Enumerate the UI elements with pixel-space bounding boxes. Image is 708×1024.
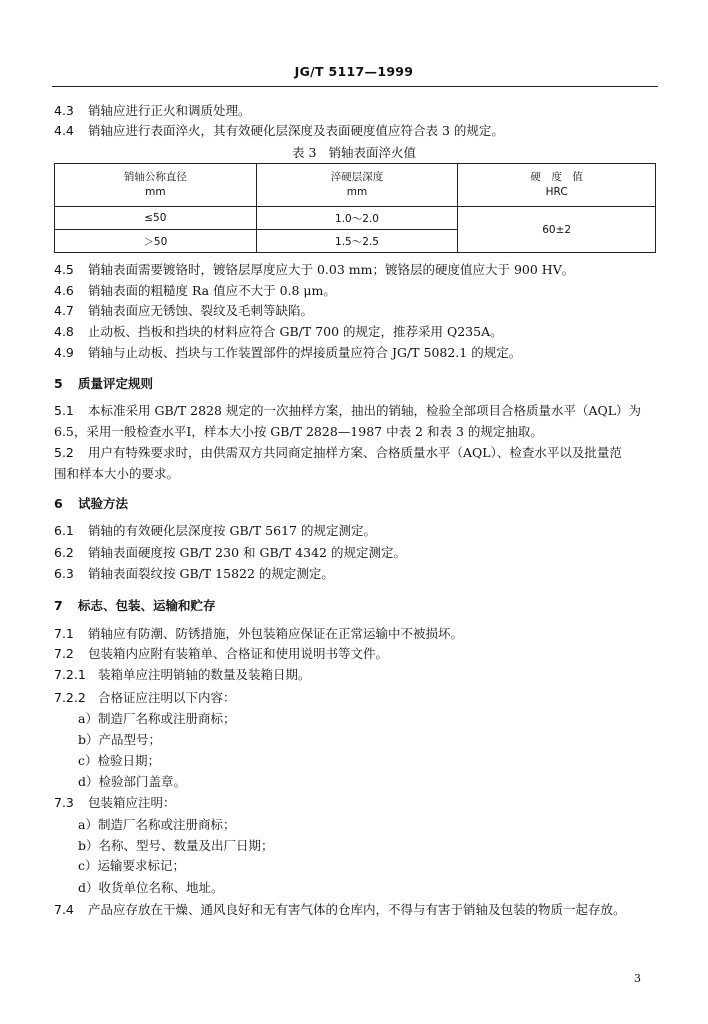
cell-depth: 1.5～2.5 xyxy=(256,230,458,253)
table-3 xyxy=(54,163,656,253)
header-diameter: 销轴公称直径 mm xyxy=(55,164,257,207)
clause-text: b）名称、型号、数量及出厂日期； xyxy=(78,838,274,853)
cell-diameter: ＞50 xyxy=(55,230,257,253)
clause-text: 合格证应注明以下内容： xyxy=(98,690,236,705)
clause-number: 4.9 xyxy=(54,345,74,360)
page-number: 3 xyxy=(634,972,641,985)
clause-line xyxy=(54,445,622,461)
clause-number: 6.1 xyxy=(54,523,74,538)
clause-number: 5 xyxy=(54,376,63,391)
clause-text: c）运输要求标记； xyxy=(78,858,186,873)
clause-number: 7.4 xyxy=(54,902,74,917)
clause-line xyxy=(78,774,186,790)
clause-text: 销轴表面应无锈蚀、裂纹及毛刺等缺陷。 xyxy=(88,303,314,318)
clause-text: 销轴应进行正火和调质处理。 xyxy=(88,103,251,118)
clause-text: b）产品型号； xyxy=(78,732,162,747)
header-rule xyxy=(52,86,658,87)
clause-line xyxy=(54,283,336,299)
clause-text: a）制造厂名称或注册商标； xyxy=(78,711,236,726)
clause-4-3 xyxy=(54,103,251,119)
clause-text: 包装箱应注明： xyxy=(88,795,176,810)
clause-number: 6 xyxy=(54,496,63,511)
clause-text: 销轴应进行表面淬火，其有效硬化层深度及表面硬度值应符合表 3 的规定。 xyxy=(88,123,504,138)
clause-line xyxy=(54,403,641,419)
clause-line xyxy=(78,817,235,833)
cell-hardness: 60±2 xyxy=(458,207,656,253)
clause-line xyxy=(54,690,236,706)
clause-line xyxy=(78,753,160,769)
header-hardness: 硬 度 值 HRC xyxy=(458,164,656,207)
standard-number-header: JG/T 5117—1999 xyxy=(294,64,414,79)
clause-number: 4.6 xyxy=(54,283,74,298)
clause-number: 7 xyxy=(54,598,63,613)
clause-line xyxy=(54,466,179,482)
clause-line xyxy=(78,711,235,727)
clause-text: d）收货单位名称、地址。 xyxy=(78,880,224,895)
section-heading xyxy=(54,376,153,392)
clause-text: 销轴与止动板、挡块与工作装置部件的焊接质量应符合 JG/T 5082.1 的规定。 xyxy=(88,345,522,360)
clause-line xyxy=(54,545,406,561)
clause-line xyxy=(78,880,224,896)
table-row xyxy=(55,207,656,230)
clause-number: 4.7 xyxy=(54,303,74,318)
section-title: 试验方法 xyxy=(78,496,129,511)
clause-text: 止动板、挡板和挡块的材料应符合 GB/T 700 的规定，推荐采用 Q235A。 xyxy=(88,324,503,339)
clause-line xyxy=(54,646,388,662)
clause-line xyxy=(54,324,503,340)
clause-text: 装箱单应注明销轴的数量及装箱日期。 xyxy=(98,667,311,682)
clause-line xyxy=(54,523,376,539)
section-title: 质量评定规则 xyxy=(78,376,154,391)
section-heading xyxy=(54,598,216,614)
clause-number: 7.3 xyxy=(54,795,74,810)
clause-text: a）制造厂名称或注册商标； xyxy=(78,817,236,832)
clause-number: 4.5 xyxy=(54,262,74,277)
clause-line xyxy=(54,424,543,440)
clause-line xyxy=(54,566,334,582)
table-header-row xyxy=(55,164,656,207)
clause-number: 6.3 xyxy=(54,566,74,581)
clause-line xyxy=(54,795,176,811)
clause-text: 用户有特殊要求时，由供需双方共同商定抽样方案、合格质量水平（AQL）、检查水平以及批量范 xyxy=(88,445,622,460)
clause-number: 5.1 xyxy=(54,403,74,418)
clause-line xyxy=(54,262,574,278)
header-depth: 淬硬层深度 mm xyxy=(256,164,458,207)
clause-number: 4.4 xyxy=(54,123,74,138)
clause-line xyxy=(54,626,463,642)
clause-line xyxy=(54,667,311,683)
cell-diameter: ≤50 xyxy=(55,207,257,230)
table-title: 销轴表面淬火值 xyxy=(328,145,416,160)
clause-text: c）检验日期； xyxy=(78,753,161,768)
clause-text: 销轴应有防潮、防锈措施，外包装箱应保证在正常运输中不被损坏。 xyxy=(88,626,464,641)
clause-text: 销轴表面需要镀铬时，镀铬层厚度应大于 0.03 mm；镀铬层的硬度值应大于 900 HV。 xyxy=(88,262,575,277)
clause-text: 销轴的有效硬化层深度按 GB/T 5617 的规定测定。 xyxy=(88,523,376,538)
section-heading xyxy=(54,496,128,512)
clause-number: 4.3 xyxy=(54,103,74,118)
table-3-caption xyxy=(0,143,708,161)
clause-4-4 xyxy=(54,123,504,139)
clause-text: 包装箱内应附有装箱单、合格证和使用说明书等文件。 xyxy=(88,646,389,661)
clause-line xyxy=(78,858,185,874)
clause-line xyxy=(54,303,313,319)
clause-text: d）检验部门盖章。 xyxy=(78,774,187,789)
clause-line xyxy=(78,732,161,748)
clause-line xyxy=(54,902,626,918)
cell-depth: 1.0～2.0 xyxy=(256,207,458,230)
clause-number: 7.2 xyxy=(54,646,74,661)
clause-text: 销轴表面的粗糙度 Ra 值应不大于 0.8 μm。 xyxy=(88,283,336,298)
clause-number: 4.8 xyxy=(54,324,74,339)
clause-text: 6.5，采用一般检查水平Ⅰ，样本大小按 GB/T 2828—1987 中表 2 和表 3 的规定抽取。 xyxy=(54,424,543,439)
clause-text: 销轴表面裂纹按 GB/T 15822 的规定测定。 xyxy=(88,566,334,581)
section-title: 标志、包装、运输和贮存 xyxy=(78,598,216,613)
clause-text: 围和样本大小的要求。 xyxy=(54,466,180,481)
clause-line xyxy=(54,345,521,361)
clause-number: 5.2 xyxy=(54,445,74,460)
table-number: 表 3 xyxy=(292,145,317,160)
clause-line xyxy=(78,838,274,854)
clause-text: 产品应存放在干燥、通风良好和无有害气体的仓库内，不得与有害于销轴及包装的物质一起存放。 xyxy=(88,902,626,917)
clause-number: 7.2.2 xyxy=(54,690,86,705)
clause-number: 6.2 xyxy=(54,545,74,560)
clause-number: 7.2.1 xyxy=(54,667,86,682)
clause-text: 本标准采用 GB/T 2828 规定的一次抽样方案，抽出的销轴，检验全部项目合格质量水平（AQL）为 xyxy=(88,403,642,418)
clause-number: 7.1 xyxy=(54,626,74,641)
clause-text: 销轴表面硬度按 GB/T 230 和 GB/T 4342 的规定测定。 xyxy=(88,545,406,560)
